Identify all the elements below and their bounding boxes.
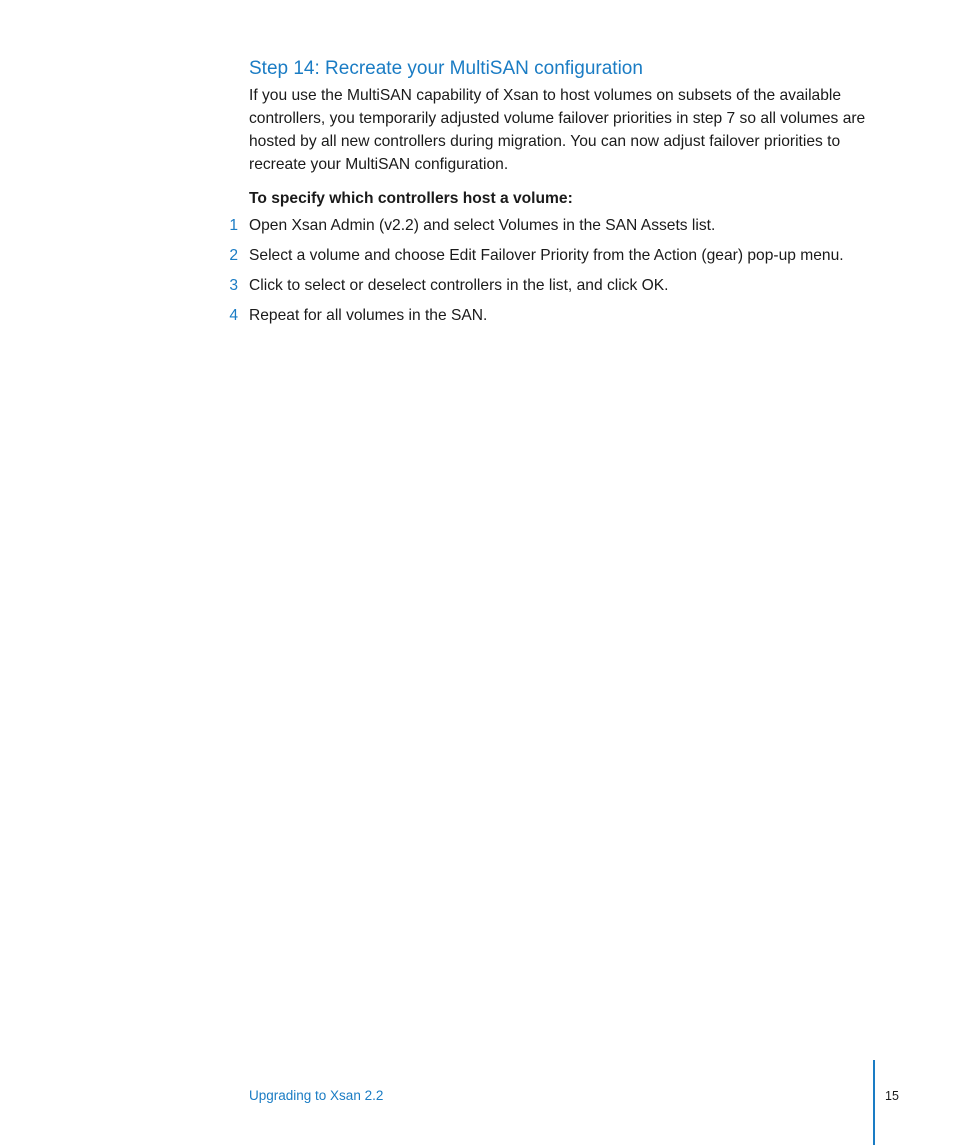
section-heading: Step 14: Recreate your MultiSAN configuration xyxy=(249,58,643,79)
step-text: Open Xsan Admin (v2.2) and select Volumes in the SAN Assets list. xyxy=(249,217,716,234)
step-text: Repeat for all volumes in the SAN. xyxy=(249,307,488,324)
step-item xyxy=(0,304,954,334)
step-number: 2 xyxy=(229,247,238,264)
procedure-steps xyxy=(0,214,954,334)
footer-chapter-title: Upgrading to Xsan 2.2 xyxy=(249,1088,384,1103)
step-item xyxy=(0,214,954,244)
procedure-title: To specify which controllers host a volume: xyxy=(249,190,573,207)
step-number: 4 xyxy=(229,307,238,324)
step-item xyxy=(0,274,954,304)
intro-paragraph: If you use the MultiSAN capability of Xsan to host volumes on subsets of the available controllers, you temporarily adjusted volume failover priorities in step 7 so all volumes are hosted by all new controllers during migration. You can now adjust failover priorities to recreate your MultiSAN configuration. xyxy=(249,87,866,173)
step-number: 3 xyxy=(229,277,238,294)
step-text: Click to select or deselect controllers in the list, and click OK. xyxy=(249,277,669,294)
step-item xyxy=(0,244,954,274)
page-number: 15 xyxy=(885,1089,899,1103)
footer-divider xyxy=(873,1060,875,1145)
step-text: Select a volume and choose Edit Failover Priority from the Action (gear) pop-up menu. xyxy=(249,247,844,264)
step-number: 1 xyxy=(229,217,238,234)
